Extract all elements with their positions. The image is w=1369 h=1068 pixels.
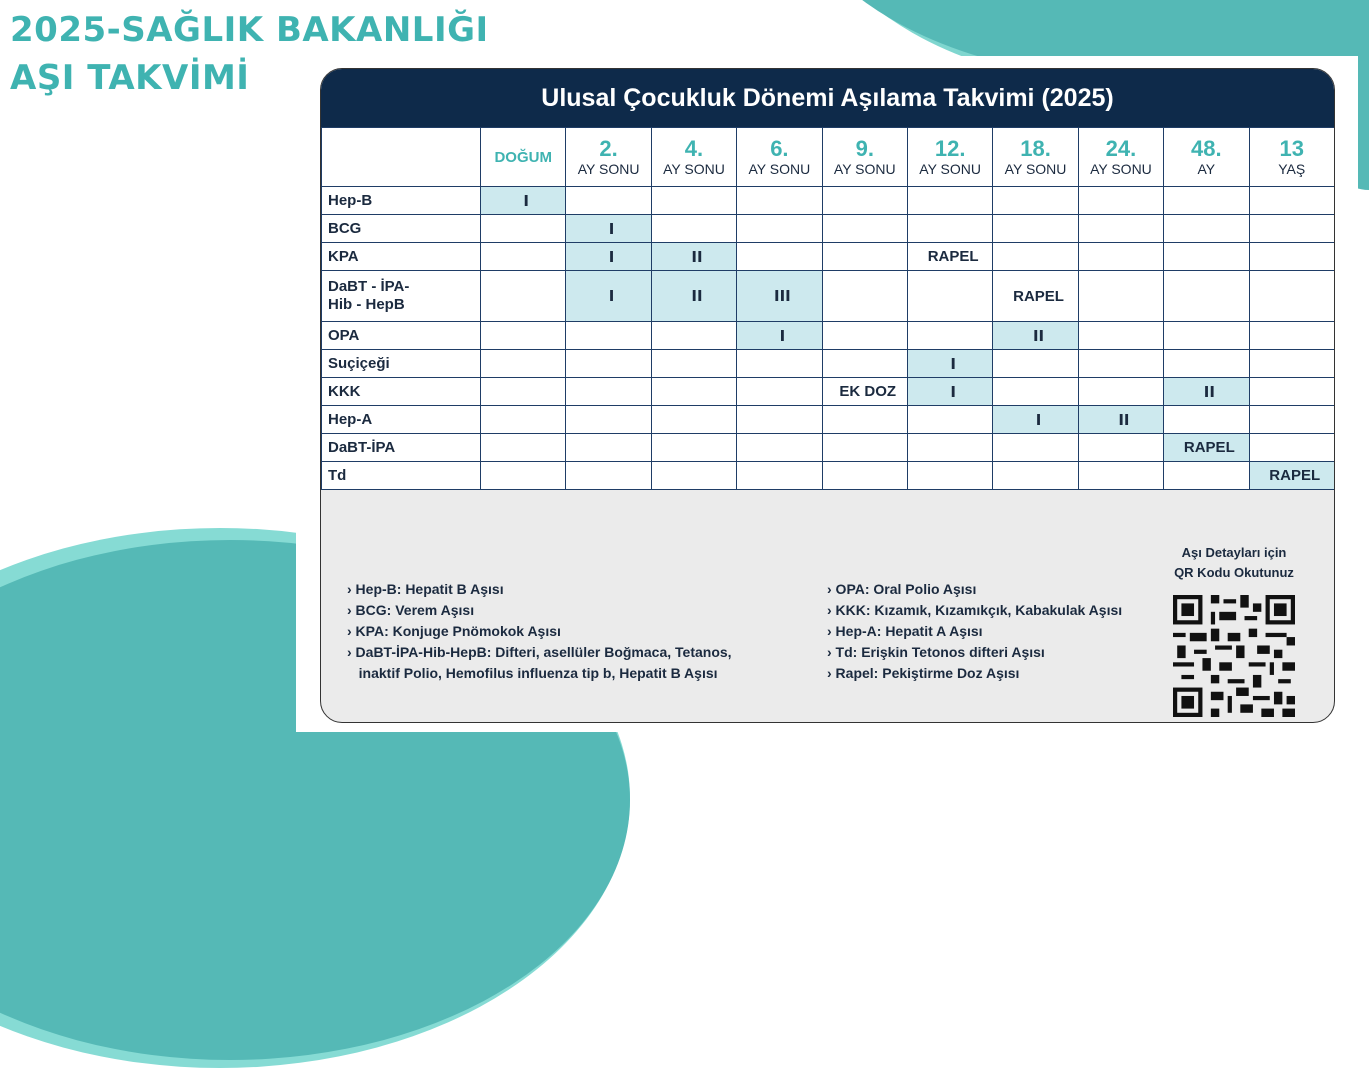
dose-cell: [737, 350, 822, 378]
dose-cell: [566, 187, 651, 215]
dose-cell: [907, 434, 992, 462]
dose-cell: I: [907, 350, 992, 378]
dose-cell: [651, 378, 736, 406]
dose-cell: [907, 271, 992, 322]
dose-cell: II: [1164, 378, 1249, 406]
dose-cell: [1164, 350, 1249, 378]
dose-cell: [1249, 215, 1334, 243]
dose-cell: [993, 434, 1078, 462]
dose-cell: [822, 462, 907, 490]
dose-cell: [737, 215, 822, 243]
dose-cell: [1249, 434, 1334, 462]
dose-cell: [993, 462, 1078, 490]
dose-cell: [822, 271, 907, 322]
dose-cell: I: [907, 378, 992, 406]
table-row: [322, 187, 1335, 215]
dose-cell: [1164, 462, 1249, 490]
dose-cell: [566, 350, 651, 378]
dose-cell: [1164, 215, 1249, 243]
column-header-unit: AY SONU: [663, 161, 725, 177]
dose-cell: [651, 215, 736, 243]
legend-left: [347, 579, 817, 684]
dose-cell: RAPEL: [907, 243, 992, 271]
legend-item: inaktif Polio, Hemofilus influenza tip b, Hepatit B Aşısı: [347, 665, 718, 681]
dose-cell: [481, 243, 566, 271]
dose-cell: [822, 406, 907, 434]
dose-cell: [822, 434, 907, 462]
column-header: [737, 128, 822, 187]
dose-cell: [651, 406, 736, 434]
column-header: [993, 128, 1078, 187]
table-row: [322, 322, 1335, 350]
dose-cell: RAPEL: [993, 271, 1078, 322]
column-header-age: 48.: [1191, 136, 1222, 161]
qr-caption-line2: QR Kodu Okutunuz: [1174, 565, 1294, 580]
dose-cell: [651, 434, 736, 462]
dose-cell: [1249, 322, 1334, 350]
dose-cell: [481, 406, 566, 434]
dose-cell: I: [481, 187, 566, 215]
dose-cell: [993, 243, 1078, 271]
legend-item: › DaBT-İPA-Hib-HepB: Difteri, asellüler Boğmaca, Tetanos,: [347, 644, 732, 660]
table-row: [322, 350, 1335, 378]
column-header-unit: AY SONU: [1090, 161, 1152, 177]
dose-cell: [907, 406, 992, 434]
legend-item: › KPA: Konjuge Pnömokok Aşısı: [347, 623, 561, 639]
dose-cell: II: [651, 271, 736, 322]
column-header-age: 9.: [855, 136, 874, 161]
column-header: [822, 128, 907, 187]
dose-cell: [822, 215, 907, 243]
column-header-age: 4.: [684, 136, 704, 161]
dose-cell: [566, 378, 651, 406]
table-row: [322, 215, 1335, 243]
dose-cell: [907, 215, 992, 243]
table-row: [322, 378, 1335, 406]
dose-cell: [481, 350, 566, 378]
dose-cell: [481, 434, 566, 462]
dose-cell: I: [566, 271, 651, 322]
column-header: [481, 128, 566, 187]
vaccine-name: Hep-B: [322, 187, 481, 215]
dose-cell: RAPEL: [1164, 434, 1249, 462]
dose-cell: I: [566, 243, 651, 271]
column-header: [1164, 128, 1249, 187]
dose-cell: II: [993, 322, 1078, 350]
column-header-age: 6.: [770, 136, 789, 161]
legend-item: › Td: Erişkin Tetonos difteri Aşısı: [827, 644, 1045, 660]
column-header-age: 13: [1279, 136, 1304, 161]
dose-cell: EK DOZ: [822, 378, 907, 406]
schedule-sheet: [296, 56, 1358, 732]
table-header-row: [322, 128, 1335, 187]
vaccine-name: BCG: [322, 215, 481, 243]
dose-cell: [737, 243, 822, 271]
vaccine-name: Hep-A: [322, 406, 481, 434]
column-header-unit: AY SONU: [1004, 161, 1067, 177]
vaccine-name: Suçiçeği: [322, 350, 481, 378]
dose-cell: [1078, 350, 1163, 378]
table-row: [322, 406, 1335, 434]
column-header: [1078, 128, 1163, 187]
column-header: [566, 128, 651, 187]
table-row: [322, 462, 1335, 490]
column-header-unit: YAŞ: [1278, 161, 1306, 177]
dose-cell: [566, 322, 651, 350]
dose-cell: I: [566, 215, 651, 243]
page-title-line1: 2025-SAĞLIK BAKANLIĞI: [10, 10, 489, 50]
dose-cell: [822, 243, 907, 271]
legend-item: › Rapel: Pekiştirme Doz Aşısı: [827, 665, 1020, 681]
legend-item: › OPA: Oral Polio Aşısı: [827, 581, 977, 597]
qr-code-icon[interactable]: [1173, 595, 1295, 717]
dose-cell: I: [737, 322, 822, 350]
dose-cell: [1164, 406, 1249, 434]
dose-cell: [651, 462, 736, 490]
legend-item: › Hep-A: Hepatit A Aşısı: [827, 623, 983, 639]
dose-cell: [566, 434, 651, 462]
dose-cell: [481, 322, 566, 350]
dose-cell: [1078, 271, 1163, 322]
dose-cell: [651, 350, 736, 378]
dose-cell: RAPEL: [1249, 462, 1334, 490]
dose-cell: [1164, 243, 1249, 271]
dose-cell: [1164, 271, 1249, 322]
dose-cell: [737, 378, 822, 406]
column-header-unit: AY SONU: [748, 161, 811, 177]
qr-caption: [1159, 543, 1309, 583]
dose-cell: [651, 322, 736, 350]
table-row: [322, 271, 1335, 322]
table-row: [322, 243, 1335, 271]
column-header-unit: AY: [1197, 161, 1216, 177]
dose-cell: II: [1078, 406, 1163, 434]
qr-caption-line1: Aşı Detayları için: [1181, 545, 1287, 560]
dose-cell: [1078, 434, 1163, 462]
dose-cell: [651, 187, 736, 215]
schedule-card: [320, 68, 1335, 723]
column-header-unit: AY SONU: [577, 161, 640, 177]
page-title-line2: AŞI TAKVİMİ: [10, 58, 250, 98]
dose-cell: [1078, 215, 1163, 243]
dose-cell: [822, 187, 907, 215]
legend-item: › BCG: Verem Aşısı: [347, 602, 475, 618]
dose-cell: [993, 378, 1078, 406]
table-row: [322, 434, 1335, 462]
dose-cell: [1078, 187, 1163, 215]
vaccine-table: [321, 127, 1335, 490]
dose-cell: [907, 187, 992, 215]
dose-cell: [1078, 462, 1163, 490]
column-header-unit: AY SONU: [833, 161, 896, 177]
column-header-age: DOĞUM: [494, 148, 552, 166]
dose-cell: [907, 322, 992, 350]
dose-cell: [737, 462, 822, 490]
dose-cell: [1249, 243, 1334, 271]
dose-cell: [1078, 378, 1163, 406]
dose-cell: [481, 271, 566, 322]
dose-cell: [1249, 406, 1334, 434]
page-title: [10, 6, 489, 102]
dose-cell: [1164, 187, 1249, 215]
vaccine-name: Td: [322, 462, 481, 490]
dose-cell: [737, 187, 822, 215]
dose-cell: [993, 215, 1078, 243]
column-header-unit: AY SONU: [919, 161, 982, 177]
dose-cell: [1078, 322, 1163, 350]
dose-cell: I: [993, 406, 1078, 434]
column-header-age: 24.: [1105, 136, 1137, 161]
legend-right: [827, 579, 1167, 684]
vaccine-name: OPA: [322, 322, 481, 350]
legend-item: › KKK: Kızamık, Kızamıkçık, Kabakulak Aşısı: [827, 602, 1123, 618]
dose-cell: [481, 215, 566, 243]
dose-cell: [907, 462, 992, 490]
dose-cell: [566, 462, 651, 490]
dose-cell: [1164, 322, 1249, 350]
dose-cell: [481, 462, 566, 490]
legend-item: › Hep-B: Hepatit B Aşısı: [347, 581, 504, 597]
column-header-age: 2.: [599, 136, 618, 161]
vaccine-name: DaBT-İPA: [322, 434, 481, 462]
card-title: Ulusal Çocukluk Dönemi Aşılama Takvimi (2025): [321, 69, 1334, 127]
vaccine-name: KKK: [322, 378, 481, 406]
dose-cell: [1249, 187, 1334, 215]
column-header-age: 12.: [934, 136, 966, 161]
dose-cell: [822, 322, 907, 350]
header-corner: [322, 128, 481, 187]
dose-cell: [1249, 350, 1334, 378]
dose-cell: [737, 434, 822, 462]
dose-cell: [1078, 243, 1163, 271]
vaccine-name: DaBT - İPA- Hib - HepB: [322, 271, 481, 322]
column-header: [907, 128, 992, 187]
vaccine-name: KPA: [322, 243, 481, 271]
dose-cell: III: [737, 271, 822, 322]
dose-cell: [481, 378, 566, 406]
dose-cell: [993, 187, 1078, 215]
dose-cell: [737, 406, 822, 434]
dose-cell: [1249, 271, 1334, 322]
dose-cell: [993, 350, 1078, 378]
column-header-age: 18.: [1020, 136, 1051, 161]
dose-cell: [822, 350, 907, 378]
dose-cell: II: [651, 243, 736, 271]
dose-cell: [566, 406, 651, 434]
dose-cell: [1249, 378, 1334, 406]
column-header: [1249, 128, 1334, 187]
column-header: [651, 128, 736, 187]
